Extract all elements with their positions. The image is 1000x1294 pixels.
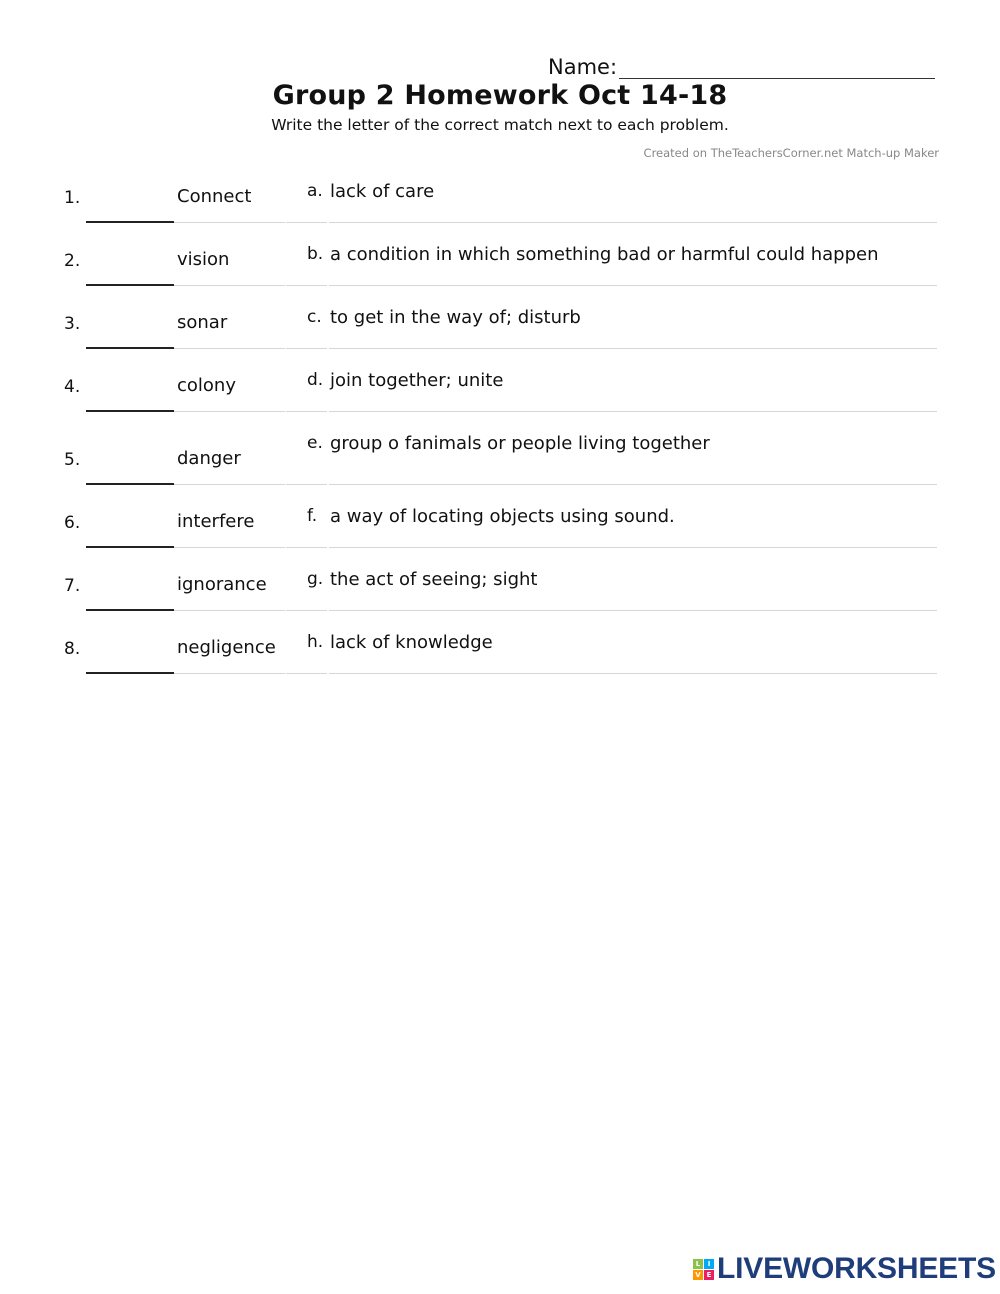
logo-tiles-icon [693,1259,714,1280]
problem-term: colony [177,375,236,396]
problem-number: 5. [64,450,81,470]
match-list [0,160,1000,674]
choice-letter: c. [307,307,322,327]
problem-term: interfere [177,511,255,532]
choice-letter: f. [307,506,318,526]
choice-definition: join together; unite [330,370,504,391]
liveworksheets-logo[interactable] [693,1254,996,1284]
logo-tile: V [693,1270,703,1280]
problem-number: 3. [64,314,81,334]
problem-term: ignorance [177,574,267,595]
logo-text: LIVEWORKSHEETS [717,1252,996,1285]
problem-number: 2. [64,251,81,271]
name-field [548,54,935,79]
match-row [0,412,1000,485]
problem-number: 7. [64,576,81,596]
choice-definition: a condition in which something bad or harmful could happen [330,244,879,265]
problem-term: danger [177,448,241,469]
answer-blank[interactable] [86,672,174,674]
page-title: Group 2 Homework Oct 14-18 [272,80,728,111]
choice-definition: lack of care [330,181,435,202]
choice-letter: d. [307,370,324,390]
credit-text: Created on TheTeachersCorner.net Match-up Maker [643,146,939,160]
choice-definition: a way of locating objects using sound. [330,506,675,527]
match-row [0,223,1000,286]
choice-letter: e. [307,433,323,453]
problem-number: 1. [64,188,81,208]
choice-definition: group o fanimals or people living together [330,433,710,454]
match-row [0,611,1000,674]
name-label: Name: [548,55,618,79]
choice-definition: lack of knowledge [330,632,493,653]
choice-letter: g. [307,569,324,589]
row-divider [286,673,937,674]
logo-tile: I [704,1259,714,1269]
logo-tile: E [704,1270,714,1280]
match-row [0,160,1000,223]
choice-letter: b. [307,244,324,264]
match-row [0,548,1000,611]
instructions: Write the letter of the correct match next to each problem. [271,116,729,134]
problem-term: vision [177,249,230,270]
match-row [0,349,1000,412]
logo-tile: L [693,1259,703,1269]
problem-term: Connect [177,186,252,207]
choice-definition: the act of seeing; sight [330,569,538,590]
row-divider [174,673,285,674]
problem-term: sonar [177,312,228,333]
problem-number: 8. [64,639,81,659]
choice-letter: a. [307,181,323,201]
name-blank-line[interactable] [619,54,935,79]
choice-definition: to get in the way of; disturb [330,307,581,328]
match-row [0,286,1000,349]
problem-number: 6. [64,513,81,533]
match-row [0,485,1000,548]
choice-letter: h. [307,632,324,652]
problem-term: negligence [177,637,276,658]
problem-number: 4. [64,377,81,397]
